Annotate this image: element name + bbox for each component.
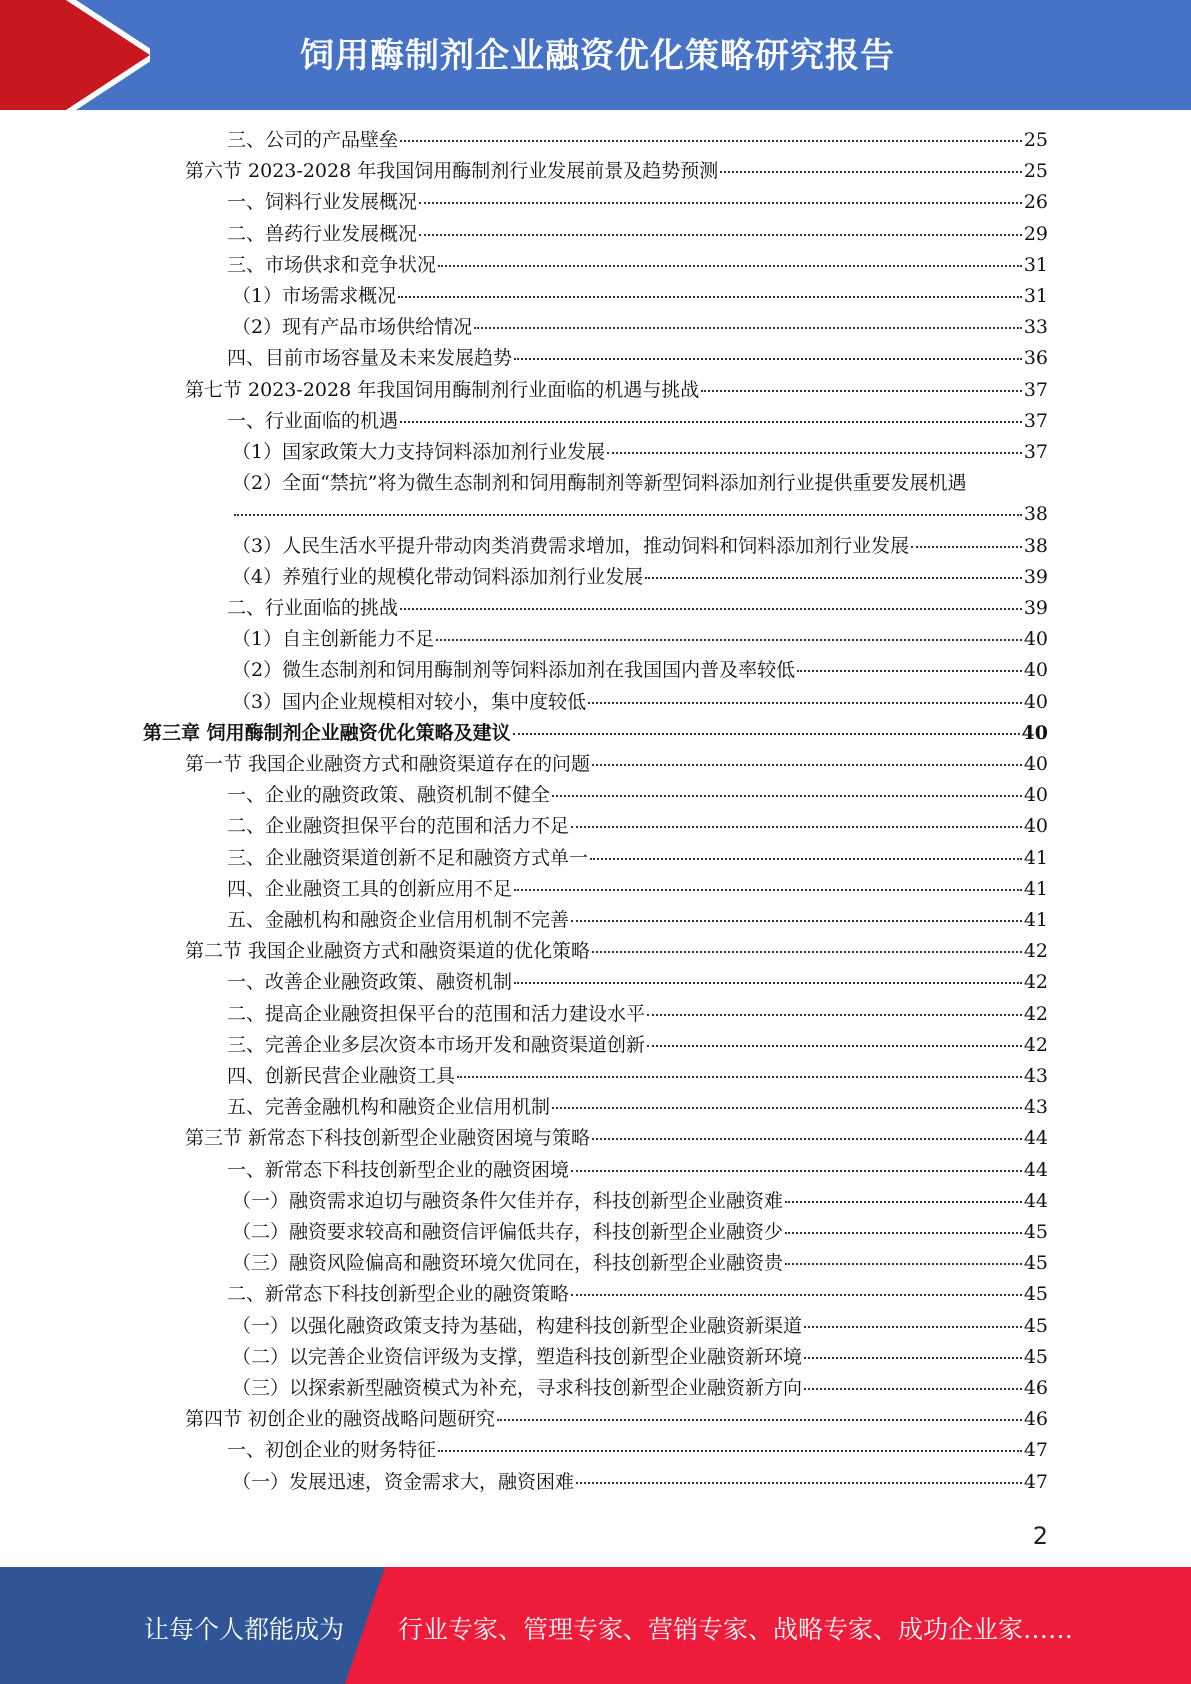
toc-entry[interactable]	[227, 876, 1048, 902]
toc-entry[interactable]	[232, 533, 1048, 559]
toc-dot-leader	[701, 390, 1022, 392]
toc-entry-continuation[interactable]	[232, 501, 1048, 527]
toc-dot-leader	[552, 795, 1022, 797]
toc-entry[interactable]	[227, 845, 1048, 871]
toc-entry-title: （4）养殖行业的规模化带动饲料添加剂行业发展	[232, 565, 644, 588]
toc-entry[interactable]	[232, 657, 1048, 683]
toc-entry[interactable]	[227, 1281, 1048, 1307]
toc-entry-title: 第六节 2023-2028 年我国饲用酶制剂行业发展前景及趋势预测	[185, 160, 719, 183]
page-header	[0, 0, 1191, 110]
toc-dot-leader	[804, 1326, 1022, 1328]
toc-dot-leader	[785, 1201, 1022, 1203]
toc-dot-leader	[607, 452, 1022, 454]
toc-entry[interactable]	[227, 221, 1048, 247]
toc-dot-leader	[576, 1482, 1022, 1484]
toc-chapter-entry[interactable]	[143, 720, 1048, 746]
toc-dot-leader	[514, 982, 1022, 984]
toc-entry-title: （三）以探索新型融资模式为补充，寻求科技创新型企业融资新方向	[232, 1377, 803, 1399]
footer-slogan-right: 行业专家、管理专家、营销专家、战略专家、成功企业家……	[398, 1615, 1074, 1644]
toc-dot-leader	[592, 1138, 1022, 1140]
toc-entry-title: 三、市场供求和竞争状况	[227, 253, 437, 276]
toc-dot-leader	[552, 1107, 1022, 1109]
toc-entry-page: 38	[1023, 503, 1048, 526]
toc-entry[interactable]	[232, 564, 1048, 590]
toc-entry[interactable]	[227, 813, 1048, 839]
toc-entry-title: （1）国家政策大力支持饲料添加剂行业发展	[232, 441, 606, 463]
toc-entry-title: 五、金融机构和融资企业信用机制不完善	[227, 909, 570, 931]
toc-entry[interactable]	[227, 1094, 1048, 1120]
toc-entry-title: 四、创新民营企业融资工具	[227, 1065, 456, 1087]
toc-entry-page: 41	[1023, 846, 1048, 869]
footer-slogan-left: 让每个人都能成为	[144, 1615, 345, 1644]
toc-entry[interactable]	[232, 283, 1048, 309]
toc-entry[interactable]	[232, 1469, 1048, 1495]
toc-entry[interactable]	[227, 969, 1048, 995]
toc-entry-title: 第三节 新常态下科技创新型企业融资困境与策略	[185, 1127, 591, 1150]
toc-dot-leader	[720, 171, 1022, 173]
toc-dot-leader	[785, 1232, 1022, 1234]
toc-entry-page: 45	[1023, 1314, 1048, 1337]
toc-entry-page: 25	[1023, 160, 1048, 183]
toc-entry-title: （二）融资要求较高和融资信评偏低共存，科技创新型企业融资少	[232, 1221, 784, 1243]
toc-dot-leader	[438, 1450, 1022, 1452]
toc-entry-title: （2）全面“禁抗”将为微生态制剂和饲用酶制剂等新型饲料添加剂行业提供重要发展机遇	[232, 472, 967, 495]
toc-entry-page: 39	[1023, 565, 1048, 588]
toc-entry-title: （1）自主创新能力不足	[232, 628, 435, 651]
toc-entry-title: （3）人民生活水平提升带动肉类消费需求增加，推动饲料和饲料添加剂行业发展	[232, 534, 910, 557]
toc-entry-page: 45	[1023, 1283, 1048, 1306]
toc-entry[interactable]	[227, 1001, 1048, 1027]
toc-entry-title: 二、新常态下科技创新型企业的融资策略	[227, 1283, 570, 1306]
toc-entry-page: 40	[1021, 721, 1048, 744]
toc-entry-title: 二、提高企业融资担保平台的范围和活力建设水平	[227, 1002, 646, 1025]
toc-entry-title: 第四节 初创企业的融资战略问题研究	[185, 1408, 496, 1431]
toc-dot-leader	[785, 1263, 1022, 1265]
toc-entry[interactable]	[227, 782, 1048, 808]
toc-dot-leader	[804, 1357, 1022, 1359]
toc-entry-page: 45	[1023, 1345, 1048, 1368]
toc-entry-page: 39	[1023, 597, 1048, 619]
toc-entry[interactable]	[227, 1437, 1048, 1463]
toc-entry[interactable]	[227, 252, 1048, 278]
toc-entry[interactable]	[232, 1250, 1048, 1276]
toc-entry-title: （1）市场需求概况	[232, 285, 397, 307]
toc-entry-title: 一、初创企业的财务特征	[227, 1439, 437, 1462]
toc-entry-page: 44	[1023, 1189, 1048, 1212]
toc-entry-page: 40	[1023, 628, 1048, 651]
toc-dot-leader	[647, 1045, 1022, 1047]
toc-entry-title: 一、饲料行业发展概况	[227, 191, 418, 214]
toc-dot-leader	[438, 265, 1022, 267]
toc-dot-leader	[588, 702, 1022, 704]
toc-entry-title: 三、完善企业多层次资本市场开发和融资渠道创新	[227, 1033, 646, 1056]
toc-entry[interactable]	[232, 1188, 1048, 1214]
toc-entry-page: 31	[1023, 253, 1048, 276]
toc-entry[interactable]	[227, 1157, 1048, 1183]
toc-entry-title: 三、公司的产品壁垒	[227, 129, 399, 151]
toc-entry-title: 二、兽药行业发展概况	[227, 222, 418, 245]
toc-entry[interactable]	[185, 377, 1048, 403]
toc-entry[interactable]	[185, 1125, 1048, 1151]
header-chevron-icon	[0, 0, 150, 110]
toc-entry-title: 第七节 2023-2028 年我国饲用酶制剂行业面临的机遇与挑战	[185, 378, 700, 401]
toc-dot-leader	[400, 140, 1022, 142]
toc-entry-page: 45	[1023, 1252, 1048, 1275]
toc-entry-page: 40	[1023, 659, 1048, 682]
toc-dot-leader	[474, 327, 1022, 329]
toc-dot-leader	[457, 1076, 1022, 1078]
toc-entry-page: 46	[1023, 1377, 1048, 1399]
toc-dot-leader	[647, 1014, 1022, 1016]
toc-entry-page: 44	[1023, 1158, 1048, 1181]
toc-entry-page: 46	[1023, 1408, 1048, 1431]
toc-dot-leader	[911, 546, 1022, 548]
toc-entry-title: 二、行业面临的挑战	[227, 597, 399, 619]
toc-dot-leader	[804, 1388, 1022, 1390]
toc-entry-page: 42	[1023, 940, 1048, 963]
toc-dot-leader	[400, 608, 1022, 610]
toc-dot-leader	[797, 670, 1022, 672]
toc-entry-title: （2）现有产品市场供给情况	[232, 316, 473, 339]
toc-entry-title: （2）微生态制剂和饲用酶制剂等饲料添加剂在我国国内普及率较低	[232, 659, 796, 682]
toc-dot-leader	[234, 514, 1022, 516]
toc-entry-page: 29	[1023, 222, 1048, 245]
toc-entry[interactable]	[227, 189, 1048, 215]
toc-entry-title: （3）国内企业规模相对较小，集中度较低	[232, 690, 587, 713]
toc-entry-title: （一）发展迅速，资金需求大，融资困难	[232, 1470, 575, 1493]
toc-entry-page: 43	[1023, 1065, 1048, 1087]
toc-dot-leader	[514, 358, 1022, 360]
toc-entry-title: 四、目前市场容量及未来发展趋势	[227, 347, 513, 370]
toc-dot-leader	[398, 296, 1022, 298]
toc-entry[interactable]	[227, 595, 1048, 621]
toc-entry-page: 37	[1023, 409, 1048, 432]
toc-entry[interactable]	[227, 1063, 1048, 1089]
toc-dot-leader	[514, 889, 1022, 891]
toc-entry[interactable]	[227, 127, 1048, 153]
page-footer	[0, 1567, 1191, 1684]
toc-entry[interactable]	[185, 751, 1048, 777]
toc-entry[interactable]	[185, 1406, 1048, 1432]
toc-entry-title: 一、行业面临的机遇	[227, 409, 399, 432]
toc-entry-page: 45	[1023, 1221, 1048, 1243]
toc-dot-leader	[436, 639, 1022, 641]
toc-entry[interactable]	[232, 1344, 1048, 1370]
toc-entry-page: 37	[1023, 441, 1048, 463]
toc-entry[interactable]	[227, 345, 1048, 371]
toc-entry-page: 40	[1023, 815, 1048, 838]
toc-dot-leader	[419, 234, 1022, 236]
toc-entry-page: 42	[1023, 971, 1048, 994]
toc-entry-page: 47	[1023, 1470, 1048, 1493]
toc-entry-page: 40	[1023, 690, 1048, 713]
toc-entry-title: （一）以强化融资政策支持为基础，构建科技创新型企业融资新渠道	[232, 1314, 803, 1337]
toc-entry-page: 31	[1023, 285, 1048, 307]
toc-entry-title: （二）以完善企业资信评级为支撑，塑造科技创新型企业融资新环境	[232, 1345, 803, 1368]
toc-entry-title: 第一节 我国企业融资方式和融资渠道存在的问题	[185, 753, 591, 775]
toc-entry-title: （三）融资风险偏高和融资环境欠优同在，科技创新型企业融资贵	[232, 1252, 784, 1275]
toc-entry[interactable]	[232, 1375, 1048, 1401]
toc-entry[interactable]	[232, 689, 1048, 715]
toc-entry-title: 一、新常态下科技创新型企业的融资困境	[227, 1158, 570, 1181]
toc-dot-leader	[571, 1170, 1022, 1172]
toc-dot-leader	[513, 733, 1020, 735]
toc-entry-title: 一、改善企业融资政策、融资机制	[227, 971, 513, 994]
toc-entry[interactable]	[185, 938, 1048, 964]
toc-entry-title: 第二节 我国企业融资方式和融资渠道的优化策略	[185, 940, 591, 963]
toc-entry-title: 三、企业融资渠道创新不足和融资方式单一	[227, 846, 589, 869]
toc-dot-leader	[645, 577, 1022, 579]
toc-entry-page: 40	[1023, 753, 1048, 775]
toc-entry[interactable]	[232, 470, 967, 496]
toc-entry-page: 41	[1023, 909, 1048, 931]
toc-entry[interactable]	[185, 158, 1048, 184]
toc-dot-leader	[571, 826, 1022, 828]
toc-dot-leader	[571, 920, 1022, 922]
toc-entry-page: 26	[1023, 191, 1048, 214]
toc-entry-page: 40	[1023, 784, 1048, 807]
toc-entry[interactable]	[232, 439, 1048, 465]
toc-entry-page: 41	[1023, 877, 1048, 900]
toc-dot-leader	[590, 858, 1022, 860]
toc-entry-page: 44	[1023, 1127, 1048, 1150]
toc-entry-title: 五、完善金融机构和融资企业信用机制	[227, 1096, 551, 1119]
toc-dot-leader	[592, 951, 1022, 953]
toc-entry-title: 二、企业融资担保平台的范围和活力不足	[227, 815, 570, 838]
toc-entry-title: 四、企业融资工具的创新应用不足	[227, 877, 513, 900]
toc-entry-title: 一、企业的融资政策、融资机制不健全	[227, 784, 551, 807]
toc-entry[interactable]	[232, 1219, 1048, 1245]
toc-entry[interactable]	[232, 626, 1048, 652]
toc-entry-page: 33	[1023, 316, 1048, 339]
toc-dot-leader	[419, 202, 1022, 204]
toc-dot-leader	[571, 1294, 1022, 1296]
toc-dot-leader	[400, 421, 1022, 423]
toc-entry-page: 36	[1023, 347, 1048, 370]
toc-entry[interactable]	[232, 314, 1048, 340]
toc-entry-page: 37	[1023, 378, 1048, 401]
report-title: 饲用酶制剂企业融资优化策略研究报告	[300, 36, 895, 76]
toc-dot-leader	[592, 764, 1022, 766]
toc-entry[interactable]	[232, 1313, 1048, 1339]
toc-entry-page: 38	[1023, 534, 1048, 557]
toc-entry-page: 42	[1023, 1002, 1048, 1025]
toc-dot-leader	[497, 1419, 1022, 1421]
page-number: 2	[1032, 1522, 1048, 1550]
toc-entry[interactable]	[227, 408, 1048, 434]
toc-entry[interactable]	[227, 1032, 1048, 1058]
toc-entry-page: 43	[1023, 1096, 1048, 1119]
toc-entry[interactable]	[227, 907, 1048, 933]
toc-entry-page: 25	[1023, 129, 1048, 151]
toc-entry-title: （一）融资需求迫切与融资条件欠佳并存，科技创新型企业融资难	[232, 1189, 784, 1212]
toc-entry-page: 42	[1023, 1033, 1048, 1056]
toc-entry-page: 47	[1023, 1439, 1048, 1462]
toc-entry-title: 第三章 饲用酶制剂企业融资优化策略及建议	[143, 721, 511, 744]
